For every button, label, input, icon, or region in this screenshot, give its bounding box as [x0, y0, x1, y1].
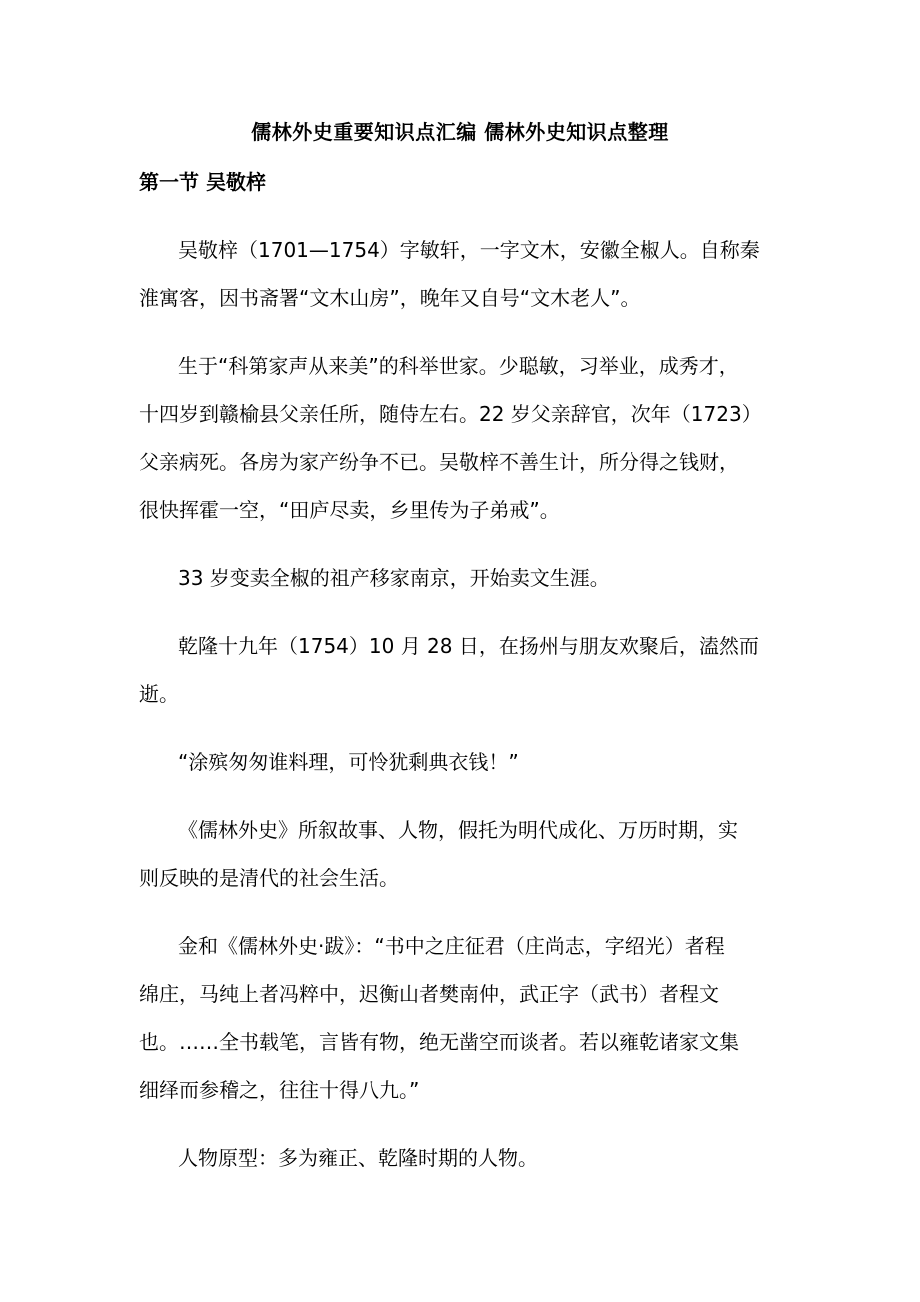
paragraph-nanjing — [139, 554, 784, 602]
text-line: 逝。 — [139, 682, 179, 706]
document-title: 儒林外史重要知识点汇编 儒林外史知识点整理 — [251, 120, 669, 144]
text-line: 绵庄，马纯上者冯粹中，迟衡山者樊南仲，武正字（武书）者程文 — [139, 982, 719, 1006]
text-line: 《儒林外史》所叙故事、人物，假托为明代成化、万历时期，实 — [178, 818, 738, 842]
text-line: 十四岁到赣榆县父亲任所，随侍左右。22 岁父亲辞官，次年（1723） — [139, 402, 762, 426]
text-line: 父亲病死。各房为家产纷争不已。吴敬梓不善生计，所分得之钱财， — [139, 450, 739, 474]
text-line: 生于“科第家声从来美”的科举世家。少聪敏，习举业，成秀才， — [178, 354, 739, 378]
paragraph-family — [139, 342, 784, 534]
paragraph-setting — [139, 806, 784, 902]
paragraph-prototype — [139, 1134, 784, 1182]
text-line: 金和《儒林外史·跋》：“书中之庄征君（庄尚志，字绍光）者程 — [178, 934, 725, 958]
document-body — [139, 226, 784, 1202]
section-heading: 第一节 吴敬梓 — [139, 170, 266, 194]
paragraph-intro — [139, 226, 784, 322]
text-line: 人物原型：多为雍正、乾隆时期的人物。 — [178, 1146, 538, 1170]
text-line: “涂殡匆匆谁料理，可怜犹剩典衣钱！” — [178, 750, 519, 774]
text-line: 细绎而参稽之，往往十得八九。” — [139, 1078, 420, 1102]
text-line: 也。……全书载笔，言皆有物，绝无凿空而谈者。若以雍乾诸家文集 — [139, 1030, 739, 1054]
text-line: 吴敬梓（1701—1754）字敏轩，一字文木，安徽全椒人。自称秦 — [178, 238, 760, 262]
paragraph-jinhe — [139, 922, 784, 1114]
text-line: 则反映的是清代的社会生活。 — [139, 866, 399, 890]
text-line: 很快挥霍一空，“田庐尽卖，乡里传为子弟戒”。 — [139, 498, 560, 522]
paragraph-quote — [139, 738, 784, 786]
text-line: 33 岁变卖全椒的祖产移家南京，开始卖文生涯。 — [178, 566, 610, 590]
text-line: 淮寓客，因书斋署“文木山房”，晚年又自号“文木老人”。 — [139, 286, 641, 310]
text-line: 乾隆十九年（1754）10 月 28 日，在扬州与朋友欢聚后，溘然而 — [178, 634, 759, 658]
paragraph-death — [139, 622, 784, 718]
